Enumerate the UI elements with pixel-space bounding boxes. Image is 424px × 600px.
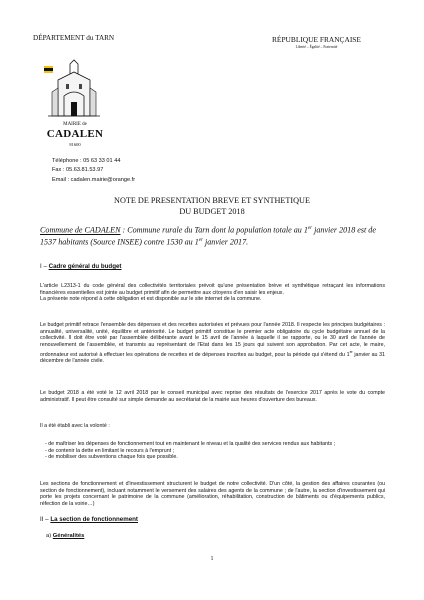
subsection-a-title: Généralités (52, 533, 85, 539)
paragraph-1 (40, 283, 385, 303)
page-number: 1 (210, 556, 214, 562)
section-1-heading (40, 263, 122, 270)
fax-line: Fax : 05.63.81.53.97 (52, 167, 104, 174)
paragraph-2-sup: er (349, 349, 353, 354)
paragraph-1b-text: La présente note répond à cette obligation et est disponible sur le site internet de la commune. (40, 296, 262, 303)
goals-list (40, 441, 385, 461)
commune-text-a: : Commune rurale du Tarn dont la population totale au 1 (120, 225, 308, 235)
commune-summary (40, 224, 380, 249)
commune-text-c: janvier 2017. (202, 238, 249, 248)
republic-block (272, 35, 361, 49)
paragraph-4: Il a été établi avec la volonté : (40, 423, 110, 429)
section-2-title: La section de fonctionnement (50, 516, 138, 523)
section-2-number: II – (40, 516, 51, 523)
commune-sup-2: er (198, 238, 203, 244)
list-item: - de mobiliser des subventions chaque fois que possible. (45, 454, 178, 461)
mairie-de-label: MAIRIE de (63, 122, 87, 127)
subsection-a-heading (46, 533, 84, 539)
contact-block (52, 157, 135, 185)
postcode: 81600 (69, 142, 81, 147)
department-label: DÉPARTEMENT du TARN (33, 34, 115, 42)
section-1-title: Cadre général du budget (48, 263, 122, 270)
paragraph-2 (40, 322, 385, 365)
town-name: CADALEN (46, 128, 104, 140)
section-2-heading (40, 516, 138, 523)
title-line-2: DU BUDGET 2018 (179, 206, 245, 216)
paragraph-5: Les sections de fonctionnement et d'investissement structurent le budget de notre collectivité. D'un côté, la gestion des affaires courantes (ou section de fonctionnement), incluant notamment le versement des salaires des agents de la commune ; de l'autre, la section d'investissement qui porte les projets concernant le patrimoine de la commune (amélioration, réhabilitation, construction de bâtiments ou d'équipements publics, réfection de la voirie…) (40, 481, 385, 508)
title-line-1: NOTE DE PRESENTATION BREVE ET SYNTHETIQUE (114, 196, 310, 205)
town-hall-illustration (44, 58, 102, 120)
paragraph-3: Le budget 2018 a été voté le 12 avril 2018 par le conseil municipal avec reprise des résultats de l'exercice 2017 après le vote du compte administratif. Il peut être consulté sur simple demande au secrétariat de la mairie aux heures d'ouverture des bureaux. (40, 390, 385, 403)
paragraph-1-text: L'article L2313-1 du code général des collectivités territoriales prévoit qu'une présentation brève et synthétique retraçant les informations financières essentielles est jointe au budget primitif afin de permettre aux citoyens d'en saisir les enjeux. (40, 283, 385, 296)
document-title (0, 196, 424, 217)
commune-sup-1: er (307, 226, 313, 231)
list-item: - de maîtriser les dépenses de fonctionnement tout en maintenant le niveau et la qualité des services rendus aux habitants ; (45, 441, 336, 447)
paragraph-2-text: Le budget primitif retrace l'ensemble des dépenses et des recettes autorisées et prévues pour l'année 2018. Il respecte les principes budgétaires : annualité, universalité, unité, équilibre et antériorité. Le budget primitif constitue le premier acte obligatoire du cycle budgétaire annuel de la collectivité. Il doit être voté par l'assemblée délibérante avant le 15 avril de l'année à laquelle il se rapporte, ou le 30 avril de l'année de renouvellement de l'assemblée, et transmis au représentant de l'Etat dans les 15 jours qui suivent son approbation. Par cet acte, le maire, ordonnateur est autorisé à effectuer les opérations de recettes et de dépenses inscrites au budget, pour la période qui s'étend du 1 (40, 322, 385, 358)
paragraph-2-end: janvier au 31 décembre de l'année civile. (40, 351, 385, 365)
list-item: - de contenir la dette en limitant le recours à l'emprunt ; (45, 447, 175, 454)
republic-label: RÉPUBLIQUE FRANÇAISE (272, 35, 361, 44)
subsection-a-number: a) (46, 533, 53, 539)
commune-text-b: janvier 2018 est de 1537 habitants (Source INSEE) contre 1530 au 1 (40, 225, 376, 248)
motto-label: Liberté – Égalité – Fraternité (295, 45, 338, 49)
commune-name: Commune de CADALEN (40, 225, 121, 235)
email-line: Email : cadalen.mairie@orange.fr (52, 176, 136, 183)
phone-line: Téléphone : 05 63 33 01 44 (52, 158, 121, 164)
section-1-number: I – (40, 263, 49, 270)
